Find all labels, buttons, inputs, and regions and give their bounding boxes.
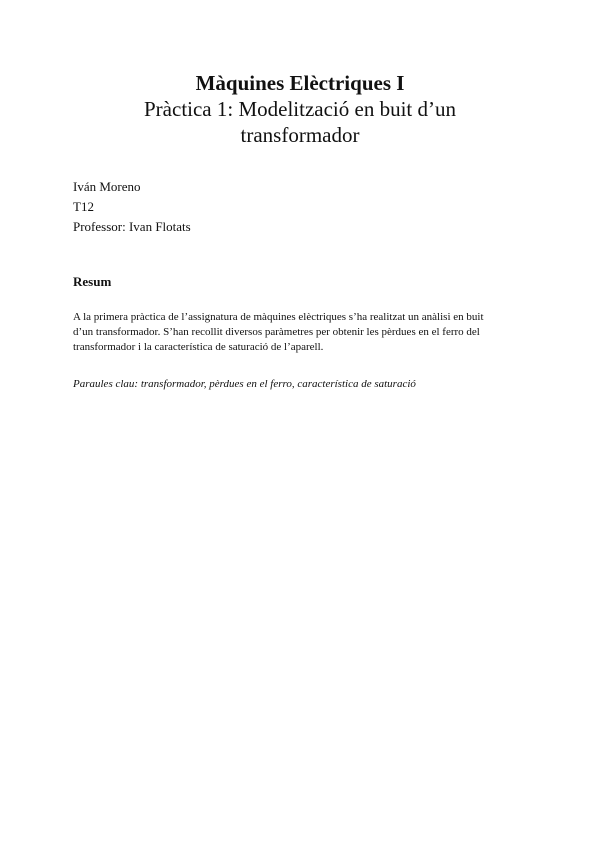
practice-title-line-1: Pràctica 1: Modelització en buit d’un <box>144 97 456 121</box>
abstract-heading: Resum <box>73 274 112 289</box>
abstract-line: d’un transformador. S’han recollit diversos paràmetres per obtenir les pèrdues en el ferro del <box>73 326 480 338</box>
abstract-line: transformador i la característica de saturació de l’aparell. <box>73 341 324 353</box>
title-block <box>60 70 540 148</box>
keywords: Paraules clau: transformador, pèrdues en el ferro, característica de saturació <box>73 378 416 390</box>
author-name: Iván Moreno <box>73 179 141 194</box>
group-code: T12 <box>73 199 94 214</box>
practice-title-line-2: transformador <box>240 123 360 147</box>
author-block <box>73 177 191 237</box>
abstract-paragraph <box>73 310 530 355</box>
abstract-line: A la primera pràctica de l’assignatura de màquines elèctriques s’ha realitzat un anàlisi en buit <box>73 311 484 323</box>
professor-name: Professor: Ivan Flotats <box>73 219 191 234</box>
course-title: Màquines Elèctriques I <box>195 71 405 95</box>
